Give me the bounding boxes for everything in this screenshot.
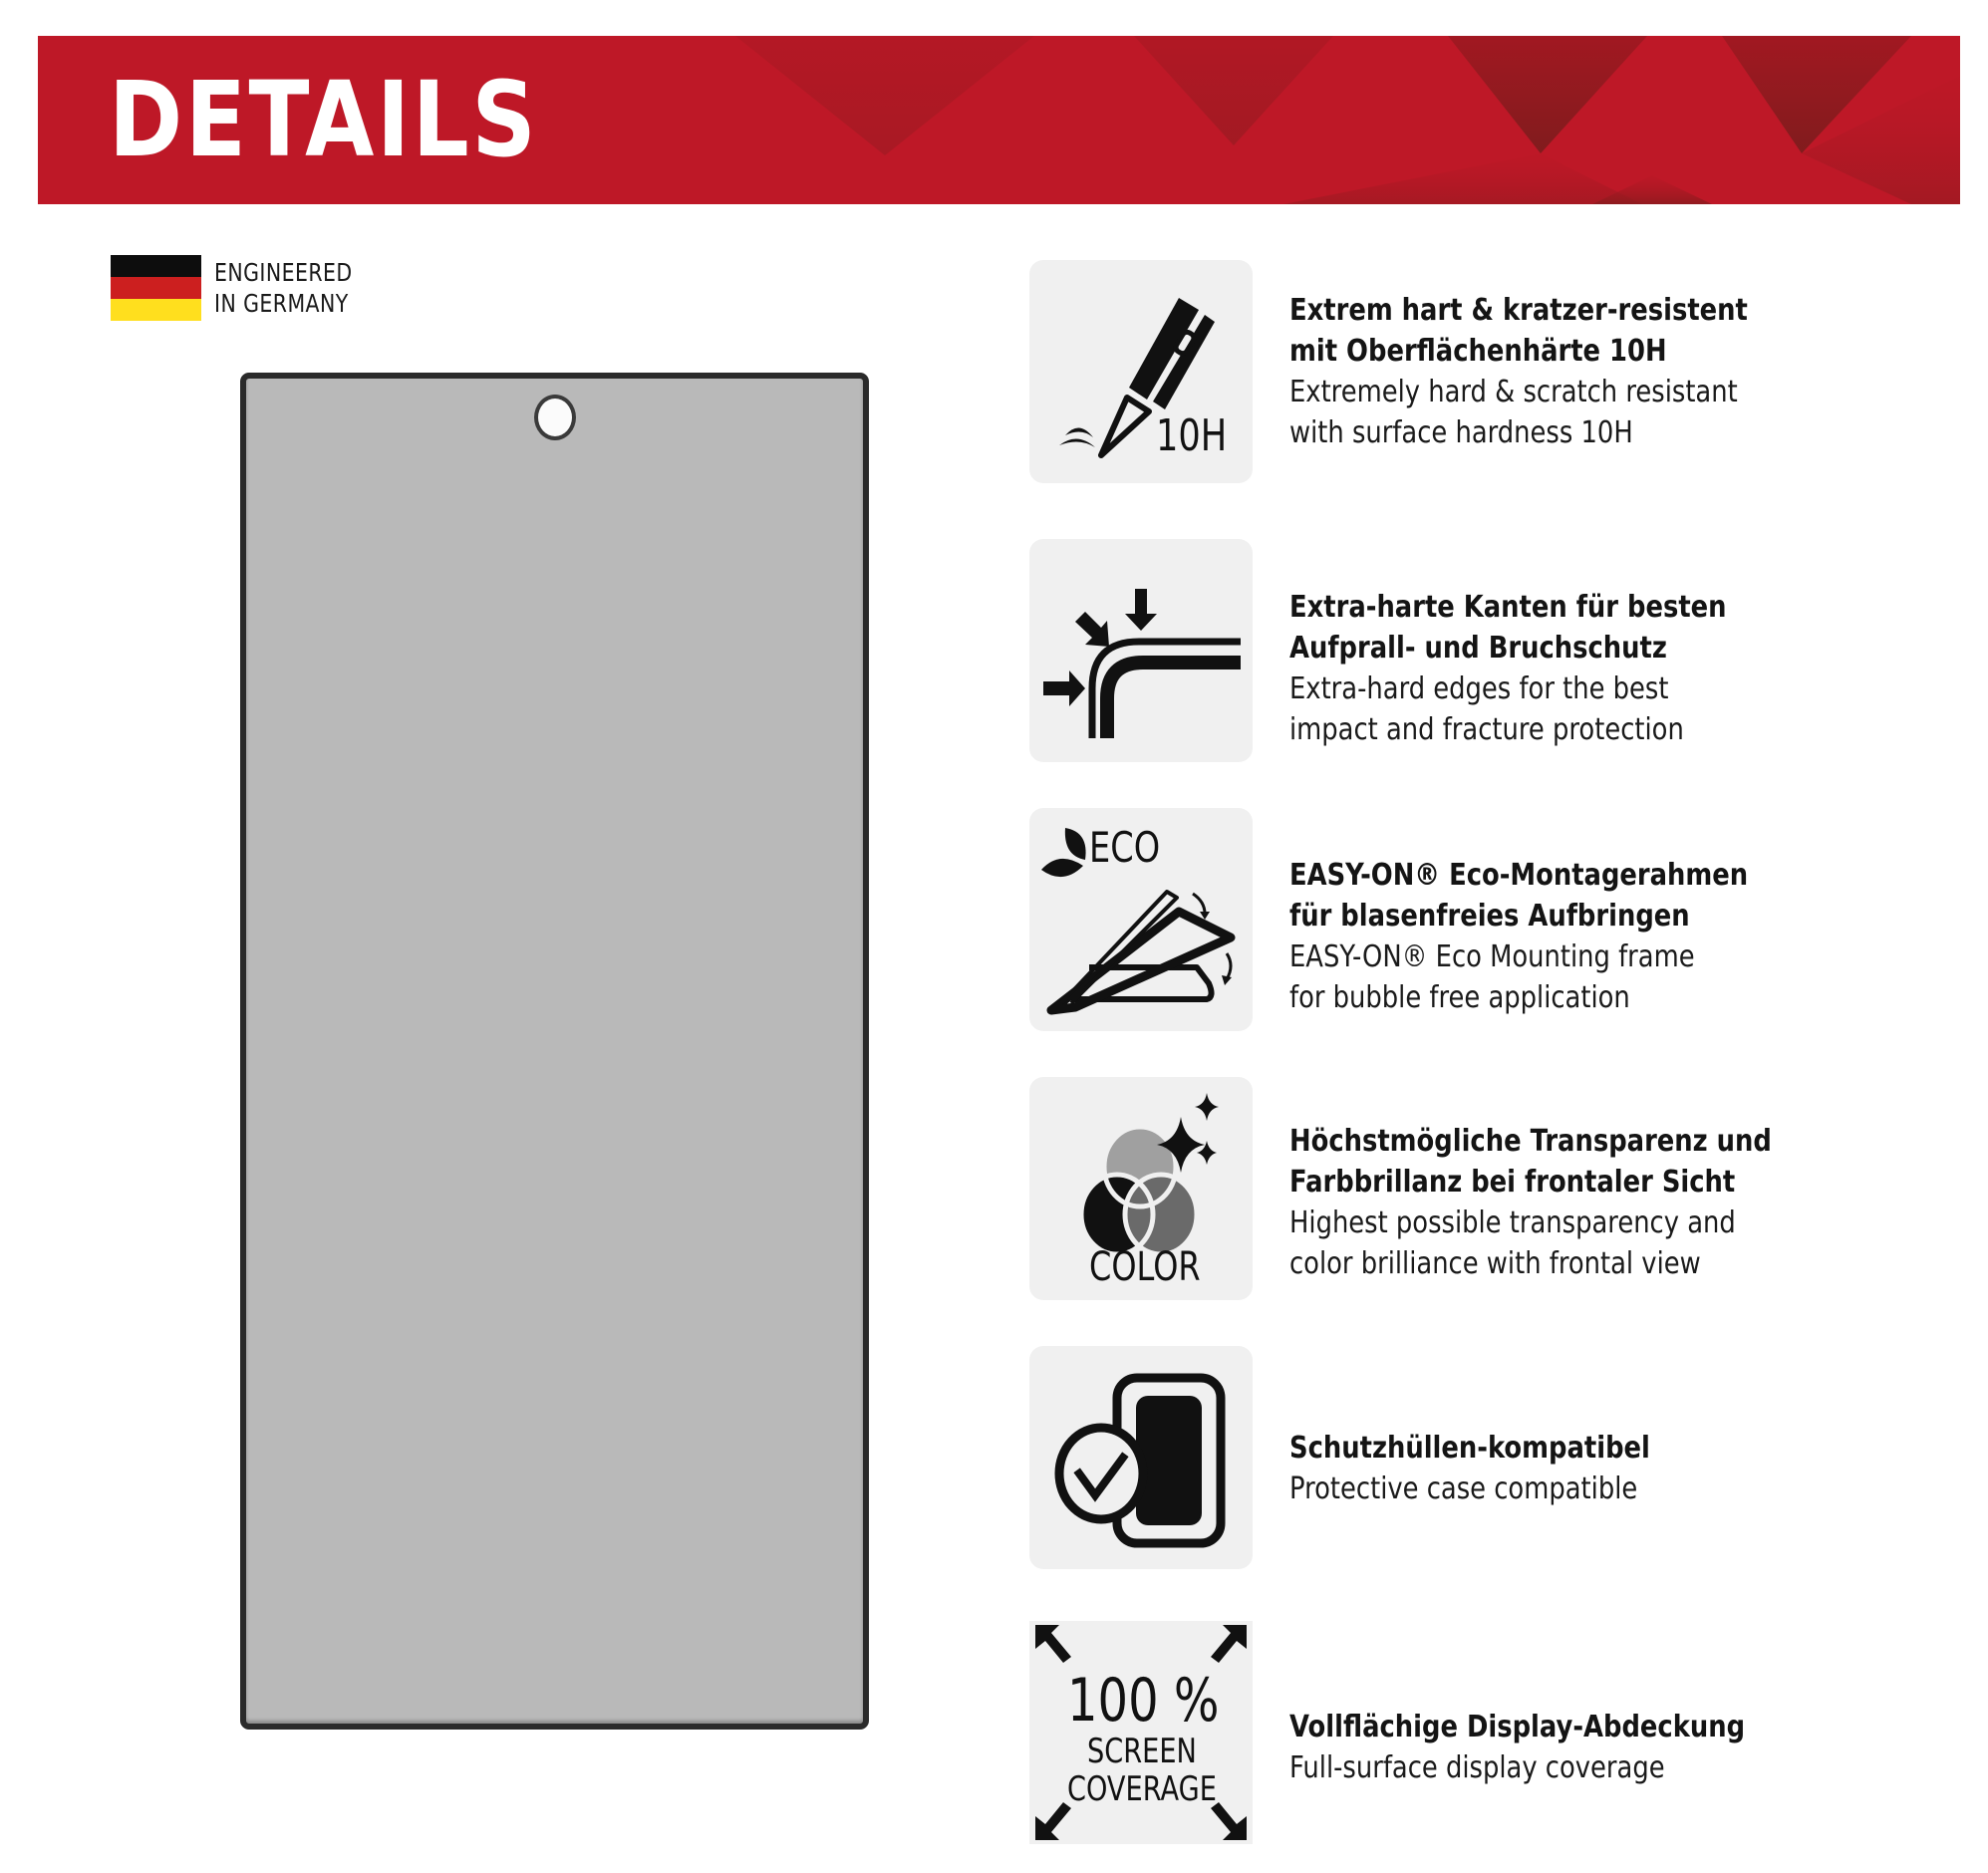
- details-banner: [38, 36, 1960, 204]
- feature-text-en: EASY-ON® Eco Mounting frame: [1289, 939, 1695, 974]
- feature-text-en: Extra-hard edges for the best: [1289, 671, 1669, 706]
- coverage-label-coverage: COVERAGE: [1067, 1769, 1217, 1809]
- feature-text-en: Extremely hard & scratch resistant: [1289, 375, 1738, 409]
- feature-text-en: for bubble free application: [1289, 980, 1630, 1015]
- feature-title-de: Aufprall- und Bruchschutz: [1289, 631, 1667, 666]
- eco-label: ECO: [1089, 823, 1161, 872]
- coverage-label-screen: SCREEN: [1087, 1732, 1197, 1771]
- feature-title-de: mit Oberflächenhärte 10H: [1289, 334, 1667, 369]
- feature-title-de: Vollflächige Display-Abdeckung: [1289, 1710, 1746, 1744]
- eco-mounting-frame-icon: [1029, 808, 1253, 1031]
- screen-protector-illustration: [240, 373, 869, 1730]
- feature-text-en: Highest possible transparency and: [1289, 1205, 1736, 1240]
- color-circles-icon: [1029, 1077, 1253, 1300]
- feature-text-en: color brilliance with frontal view: [1289, 1246, 1701, 1281]
- feature-title-de: Höchstmögliche Transparenz und: [1289, 1124, 1772, 1159]
- coverage-percent-label: 100 %: [1067, 1666, 1220, 1736]
- badge-line-1: ENGINEERED: [214, 258, 353, 287]
- hardness-label: 10H: [1156, 410, 1228, 461]
- feature-text-en: Protective case compatible: [1289, 1472, 1638, 1506]
- germany-flag-icon: [111, 255, 201, 321]
- feature-text-en: Full-surface display coverage: [1289, 1750, 1665, 1785]
- feature-title-de: Extrem hart & kratzer-resistent: [1289, 293, 1748, 328]
- impact-edges-icon: [1029, 539, 1253, 762]
- case-compatible-icon: [1029, 1346, 1253, 1569]
- feature-title-de: Farbbrillanz bei frontaler Sicht: [1289, 1165, 1736, 1200]
- feature-text-en: with surface hardness 10H: [1289, 415, 1633, 450]
- color-label: COLOR: [1089, 1244, 1201, 1290]
- page-title: DETAILS: [109, 59, 539, 180]
- feature-title-de: Extra-harte Kanten für besten: [1289, 590, 1727, 625]
- feature-title-de: für blasenfreies Aufbringen: [1289, 899, 1690, 934]
- screen-coverage-icon: [1029, 1621, 1253, 1844]
- badge-line-2: IN GERMANY: [214, 289, 349, 318]
- cutter-knife-icon: [1029, 260, 1253, 483]
- feature-text-en: impact and fracture protection: [1289, 712, 1684, 747]
- camera-cutout: [534, 395, 576, 440]
- feature-title-de: EASY-ON® Eco-Montagerahmen: [1289, 858, 1749, 893]
- engineered-in-germany-badge: [111, 255, 383, 321]
- feature-title-de: Schutzhüllen-kompatibel: [1289, 1431, 1650, 1466]
